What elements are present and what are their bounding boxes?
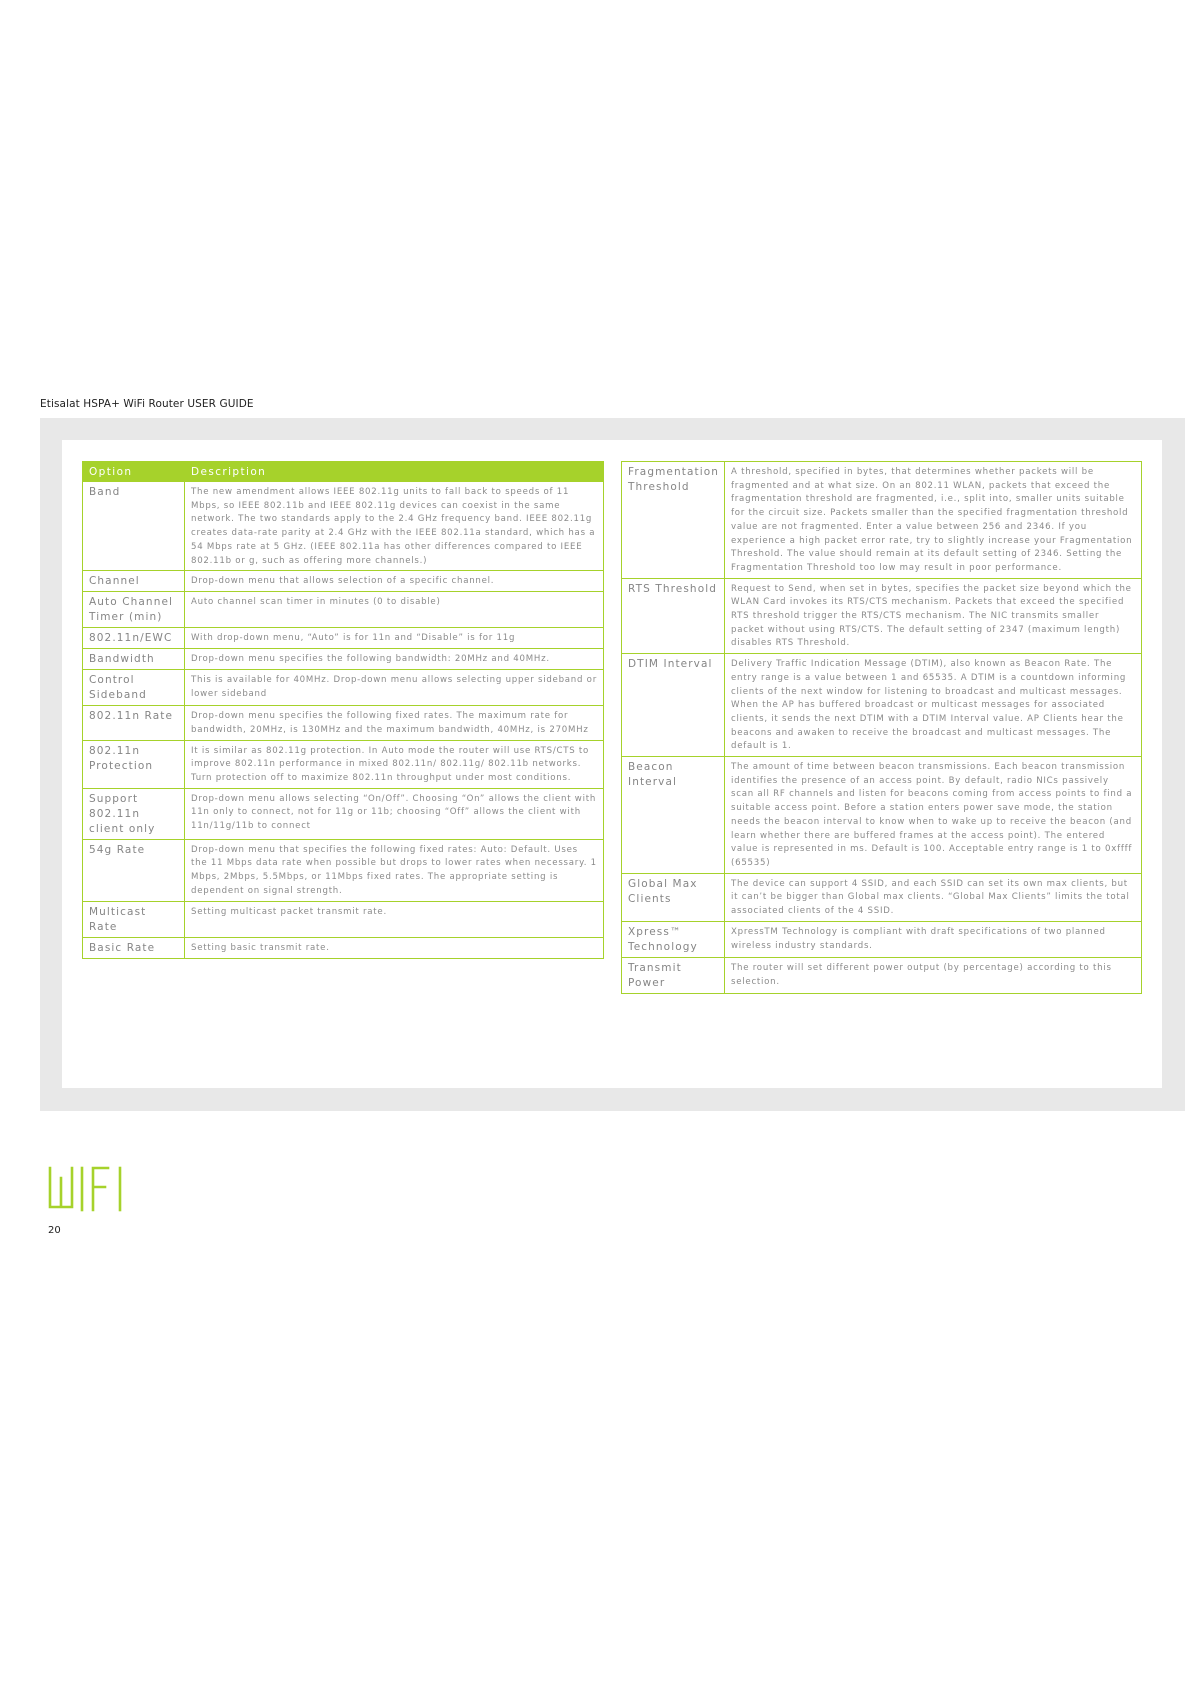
option-description: Setting multicast packet transmit rate. [185, 901, 604, 937]
table-row [622, 654, 1142, 757]
option-name: Support 802.11n client only [83, 788, 185, 839]
table-row [83, 839, 604, 901]
option-name: Bandwidth [83, 649, 185, 670]
table-row [83, 628, 604, 649]
option-description: The new amendment allows IEEE 802.11g units to fall back to speeds of 11 Mbps, so IEEE 802.11b and IEEE 802.11g devices can coexist in the same network. The two standards apply to the 2.4 GHz frequency band. IEEE 802.11g creates data-rate parity at 2.4 GHz with the IEEE 802.11a standard, which has a 54 Mbps rate at 5 GHz. (IEEE 802.11a has other differences compared to IEEE 802.11b or g, such as offering more channels.) [185, 482, 604, 571]
table-row [622, 578, 1142, 654]
table-row [622, 957, 1142, 993]
option-description: Setting basic transmit rate. [185, 937, 604, 958]
page-number: 20 [48, 1225, 61, 1236]
table-row [622, 462, 1142, 579]
option-description: The router will set different power output (by percentage) according to this selection. [725, 957, 1142, 993]
table-row [83, 670, 604, 706]
table-row [83, 482, 604, 571]
option-description: Delivery Traffic Indication Message (DTIM), also known as Beacon Rate. The entry range is a value between 1 and 65535. A DTIM is a countdown informing clients of the next window for listening to broadcast and multicast messages. When the AP has buffered broadcast or multicast messages for associated clients, it sends the next DTIM with a DTIM Interval value. AP Clients hear the beacons and awaken to receive the broadcast and multicast messages. The default is 1. [725, 654, 1142, 757]
table-row [83, 649, 604, 670]
option-name: Beacon Interval [622, 757, 725, 874]
options-table-right [621, 461, 1142, 994]
option-name: RTS Threshold [622, 578, 725, 654]
option-column-header: Option [83, 462, 185, 482]
option-name: Global Max Clients [622, 873, 725, 921]
option-name: 802.11n/EWC [83, 628, 185, 649]
option-description: Drop-down menu that specifies the following fixed rates: Auto: Default. Uses the 11 Mbps data rate when possible but drops to lower rates when necessary. 1 Mbps, 2Mbps, 5.5Mbps, or 11Mbps fixed rates. The appropriate setting is dependent on signal strength. [185, 839, 604, 901]
option-name: Transmit Power [622, 957, 725, 993]
option-name: DTIM Interval [622, 654, 725, 757]
table-row [83, 592, 604, 628]
table-row [83, 571, 604, 592]
table-row [83, 706, 604, 740]
option-description: With drop-down menu, “Auto” is for 11n and “Disable” is for 11g [185, 628, 604, 649]
option-name: Control Sideband [83, 670, 185, 706]
option-description: Drop-down menu that allows selection of a specific channel. [185, 571, 604, 592]
option-name: Basic Rate [83, 937, 185, 958]
table-header-row [83, 462, 604, 482]
table-row [83, 937, 604, 958]
option-name: Xpress™ Technology [622, 921, 725, 957]
option-description: Request to Send, when set in bytes, specifies the packet size beyond which the WLAN Card invokes its RTS/CTS mechanism. Packets that exceed the specified RTS threshold trigger the RTS/CTS mechanism. The NIC transmits smaller packet without using RTS/CTS. The default setting of 2347 (maximum length) disables RTS Threshold. [725, 578, 1142, 654]
option-name: 54g Rate [83, 839, 185, 901]
option-name: Multicast Rate [83, 901, 185, 937]
option-description: This is available for 40MHz. Drop-down menu allows selecting upper sideband or lower sideband [185, 670, 604, 706]
option-name: 802.11n Rate [83, 706, 185, 740]
option-name: Fragmentation Threshold [622, 462, 725, 579]
option-description: Drop-down menu allows selecting “On/Off”. Choosing “On” allows the client with 11n only to connect, not for 11g or 11b; choosing “Off” allows the client with 11n/11g/11b to connect [185, 788, 604, 839]
option-name: Channel [83, 571, 185, 592]
table-row [83, 740, 604, 788]
option-description: The device can support 4 SSID, and each SSID can set its own max clients, but it can’t be bigger than Global max clients. “Global Max Clients” limits the total associated clients of the 4 SSID. [725, 873, 1142, 921]
option-description: A threshold, specified in bytes, that determines whether packets will be fragmented and at what size. On an 802.11 WLAN, packets that exceed the fragmentation threshold are fragmented, i.e., split into, smaller units suitable for the circuit size. Packets smaller than the specified fragmentation threshold value are not fragmented. Enter a value between 256 and 2346. If you experience a high packet error rate, try to slightly increase your Fragmentation Threshold. The value should remain at its default setting of 2346. Setting the Fragmentation Threshold too low may result in poor performance. [725, 462, 1142, 579]
option-description: Drop-down menu specifies the following fixed rates. The maximum rate for bandwidth, 20MHz, is 130MHz and the maximum bandwidth, 40MHz, is 270MHz [185, 706, 604, 740]
document-header-title: Etisalat HSPA+ WiFi Router USER GUIDE [40, 398, 254, 410]
option-description: Auto channel scan timer in minutes (0 to disable) [185, 592, 604, 628]
option-name: Auto Channel Timer (min) [83, 592, 185, 628]
option-name: Band [83, 482, 185, 571]
description-column-header: Description [185, 462, 604, 482]
table-row [622, 873, 1142, 921]
wifi-section-logo [48, 1166, 134, 1216]
option-description: It is similar as 802.11g protection. In Auto mode the router will use RTS/CTS to improve 802.11n performance in mixed 802.11n/ 802.11g/ 802.11b networks. Turn protection off to maximize 802.11n throughput under most conditions. [185, 740, 604, 788]
option-name: 802.11n Protection [83, 740, 185, 788]
table-row [83, 788, 604, 839]
table-row [83, 901, 604, 937]
option-description: The amount of time between beacon transmissions. Each beacon transmission identifies the presence of an access point. By default, radio NICs passively scan all RF channels and listen for beacons coming from access points to find a suitable access point. Before a station enters power save mode, the station needs the beacon interval to know when to wake up to receive the beacon (and learn whether there are buffered frames at the access point). The entered value is represented in ms. Default is 100. Acceptable entry range is 1 to 0xffff (65535) [725, 757, 1142, 874]
option-description: Drop-down menu specifies the following bandwidth: 20MHz and 40MHz. [185, 649, 604, 670]
table-row [622, 757, 1142, 874]
table-row [622, 921, 1142, 957]
options-table-left [82, 461, 604, 959]
option-description: XpressTM Technology is compliant with draft specifications of two planned wireless industry standards. [725, 921, 1142, 957]
